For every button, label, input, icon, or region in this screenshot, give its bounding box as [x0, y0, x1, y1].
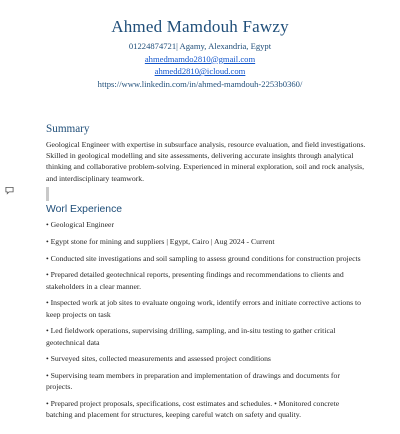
- experience-heading: Worl Experience: [46, 204, 123, 215]
- candidate-name: Ahmed Mamdouh Fawzy: [111, 17, 289, 36]
- selection-marker: [46, 187, 49, 201]
- summary-section: [46, 122, 366, 184]
- resume-header: [0, 0, 400, 90]
- list-item: • Conducted site investigations and soil sampling to assess ground conditions for construction projects: [46, 253, 361, 263]
- list-item: • Supervising team members in preparation and implementation of drawings and documents for projects.: [46, 371, 340, 392]
- summary-heading: Summary: [46, 123, 90, 135]
- list-item: • Prepared project proposals, specifications, cost estimates and schedules. • Monitored concrete batching and placement for structures, keeping careful watch on safety and quality.: [46, 399, 340, 420]
- experience-section: [46, 203, 366, 426]
- list-item: • Egypt stone for mining and suppliers | Egypt, Cairo | Aug 2024 - Current: [46, 236, 275, 246]
- phone-location: 01224874721| Agamy, Alexandria, Egypt: [128, 41, 272, 51]
- email-primary-link[interactable]: ahmedmamdo2810@gmail.com: [144, 53, 256, 64]
- linkedin-link[interactable]: https://www.linkedin.com/in/ahmed-mamdouh-2253b0360/: [97, 78, 303, 89]
- experience-list: [46, 219, 366, 421]
- email-secondary-link[interactable]: ahmedd2810@icloud.com: [154, 66, 246, 76]
- list-item: • Surveyed sites, collected measurements and assessed project conditions: [46, 354, 271, 364]
- list-item: • Geological Engineer: [46, 220, 115, 229]
- list-item: • Prepared detailed geotechnical reports, presenting findings and recommendations to clients and stakeholders in a clear manner.: [46, 270, 344, 291]
- list-item: • Led fieldwork operations, supervising drilling, sampling, and in-situ testing to gather critical geotechnical data: [46, 326, 336, 347]
- summary-text: Geological Engineer with expertise in subsurface analysis, resource evaluation, and field investigations. Skilled in geological modelling and site assessments, delivering accurate insights through analytical thinking and collaborative problem-solving. Experienced in mineral exploration, soil and rock analysis, and interdisciplinary teamwork.: [46, 140, 366, 183]
- comment-icon[interactable]: [5, 186, 14, 195]
- list-item: • Inspected work at job sites to evaluate ongoing work, identify errors and initiate corrective actions to keep projects on task: [46, 298, 362, 319]
